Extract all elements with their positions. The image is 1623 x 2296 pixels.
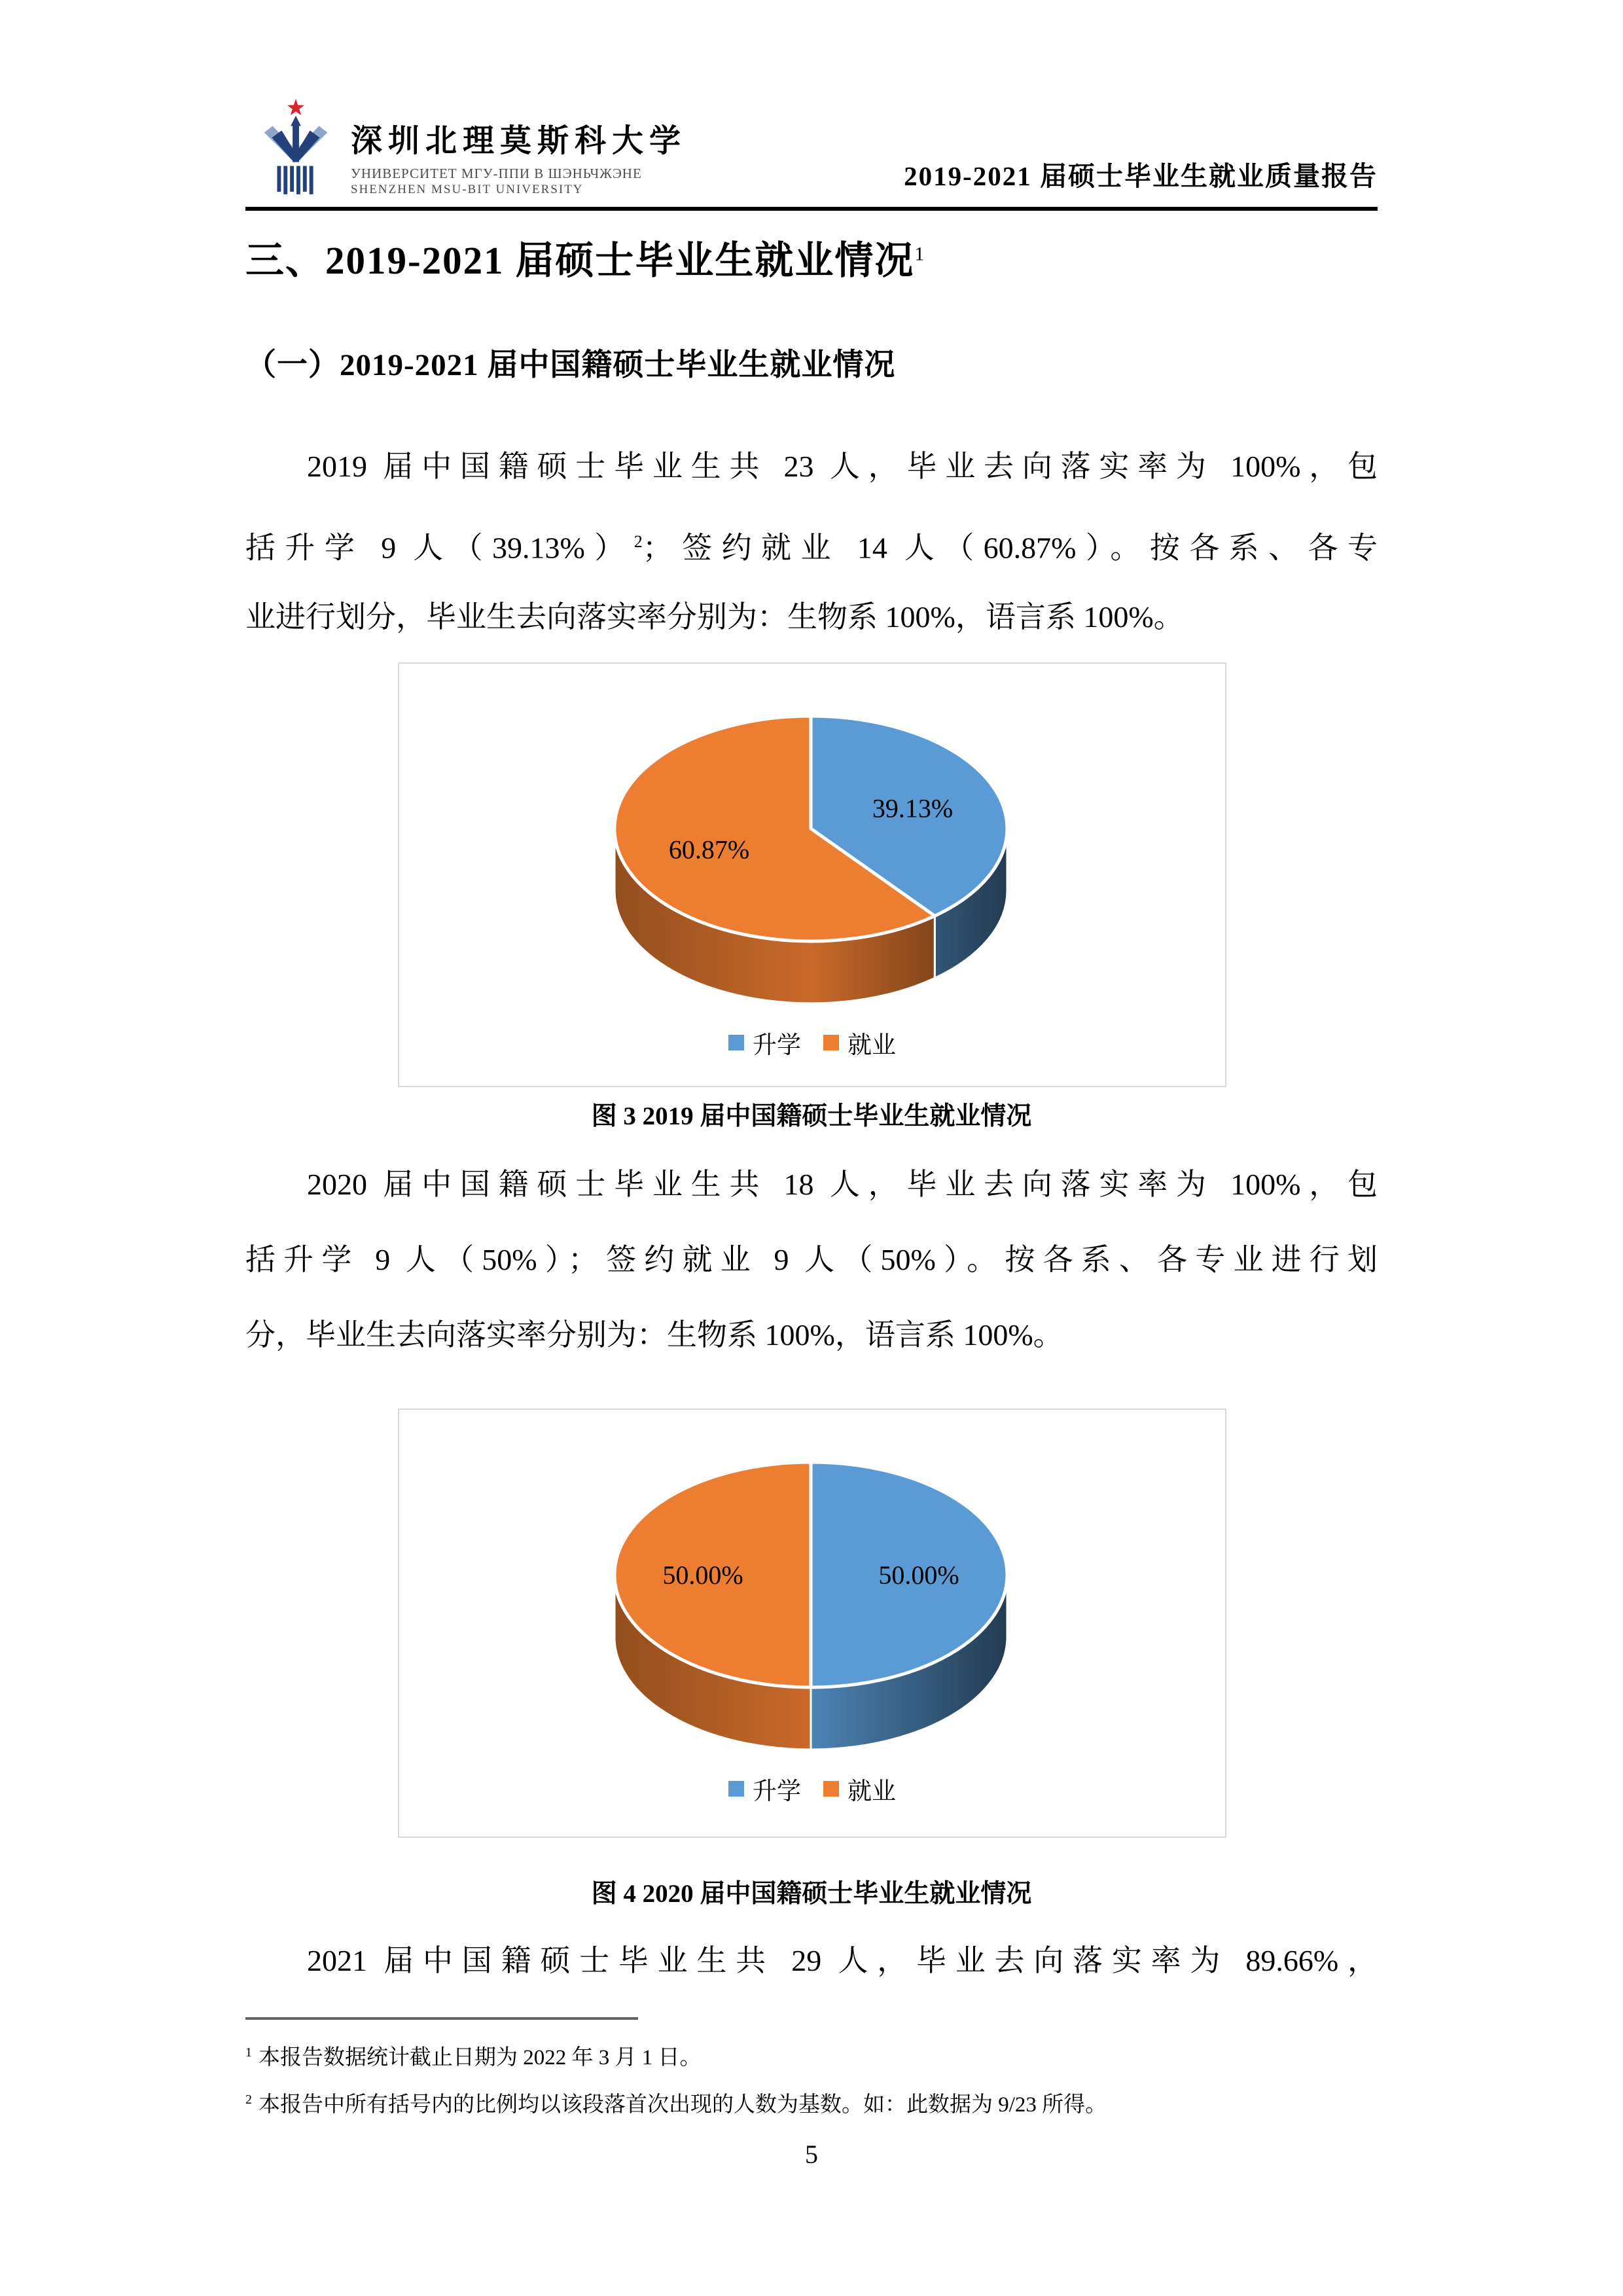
footnote-1: [245, 2032, 1378, 2079]
paragraph-line: 2020 届中国籍硕士毕业生共 18 人，毕业去向落实率为 100%，包: [307, 1168, 1378, 1201]
paragraph-line: 业进行划分，毕业生去向落实率分别为：生物系 100%，语言系 100%。: [245, 600, 1184, 634]
paragraph-line: [245, 504, 1378, 579]
logo-text-block: [351, 97, 687, 198]
university-logo: [254, 97, 687, 198]
legend-label: 就业: [847, 1778, 896, 1805]
paragraph-line: 2021 届中国籍硕士毕业生共 29 人，毕业去向落实率为 89.66%，: [307, 1944, 1378, 1977]
pie-chart-figure3: [399, 672, 1222, 1012]
chart-legend: [399, 1771, 1225, 1806]
legend-label: 就业: [847, 1032, 896, 1059]
legend-item: [728, 1025, 801, 1060]
legend-swatch-icon: [728, 1035, 744, 1050]
footnotes: [245, 2032, 1378, 2126]
subsection-title: （一）2019-2021 届中国籍硕士毕业生就业情况: [245, 348, 896, 382]
figure3-chart-frame: [398, 662, 1226, 1087]
pie-data-label: 50.00%: [878, 1560, 959, 1590]
legend-label: 升学: [753, 1778, 801, 1805]
footnote-number: 2: [245, 2092, 252, 2107]
legend-swatch-icon: [823, 1781, 839, 1797]
figure3-caption: 图 3 2019 届中国籍硕士毕业生就业情况: [591, 1102, 1032, 1130]
footnote-ref: 2: [633, 532, 643, 551]
paragraph-line: 括升学 9 人（50%）；签约就业 9 人（50%）。按各系、各专业进行划: [245, 1243, 1378, 1276]
paragraph-2019: [245, 429, 1378, 655]
footnote-2: [245, 2079, 1378, 2126]
pie-data-label: 50.00%: [662, 1560, 743, 1590]
footnote-text: 本报告中所有括号内的比例均以该段落首次出现的人数为基数。如：此数据为 9/23 所得。: [259, 2093, 1107, 2117]
legend-item: [823, 1771, 896, 1806]
university-emblem-icon: [254, 97, 338, 196]
paragraph-line: 2019 届中国籍硕士毕业生共 23 人，毕业去向落实率为 100%，包: [307, 450, 1378, 483]
paragraph-line: 分，毕业生去向落实率分别为：生物系 100%，语言系 100%。: [245, 1318, 1063, 1352]
pie-data-label: 39.13%: [872, 793, 954, 823]
section-title-footnote-ref: 1: [914, 243, 926, 265]
page-number: 5: [805, 2140, 818, 2169]
logo-name-ru: УНИВЕРСИТЕТ МГУ-ППИ В ШЭНЬЧЖЭНЕ: [351, 166, 642, 181]
pie-chart-figure4: [399, 1418, 1222, 1758]
legend-swatch-icon: [823, 1035, 839, 1050]
chart-legend: [399, 1025, 1225, 1060]
line-segment: 括升学 9 人（39.13%）: [245, 531, 634, 565]
figure4-chart-frame: [398, 1408, 1226, 1838]
footnote-text: 本报告数据统计截止日期为 2022 年 3 月 1 日。: [259, 2046, 702, 2070]
legend-swatch-icon: [728, 1781, 744, 1797]
footnote-number: 1: [245, 2045, 252, 2060]
pie-data-label: 60.87%: [668, 834, 750, 865]
header-rule: [245, 207, 1378, 211]
legend-label: 升学: [753, 1032, 801, 1059]
section-title-text: 三、2019-2021 届硕士毕业生就业情况: [245, 239, 915, 282]
section-title: [245, 229, 925, 285]
figure4-caption: 图 4 2020 届中国籍硕士毕业生就业情况: [591, 1880, 1032, 1908]
header-doc-title: 2019-2021 届硕士毕业生就业质量报告: [904, 161, 1378, 191]
line-segment: ；签约就业 14 人（60.87%）。按各系、各专: [642, 531, 1378, 565]
legend-item: [728, 1771, 801, 1806]
logo-name-en: SHENZHEN MSU-BIT UNIVERSITY: [351, 183, 584, 196]
legend-item: [823, 1025, 896, 1060]
footnote-separator: [245, 2017, 638, 2020]
paragraph-2021: [245, 1923, 1378, 1998]
paragraph-2020: [245, 1147, 1378, 1372]
logo-name-cn: 深圳北理莫斯科大学: [351, 124, 687, 158]
